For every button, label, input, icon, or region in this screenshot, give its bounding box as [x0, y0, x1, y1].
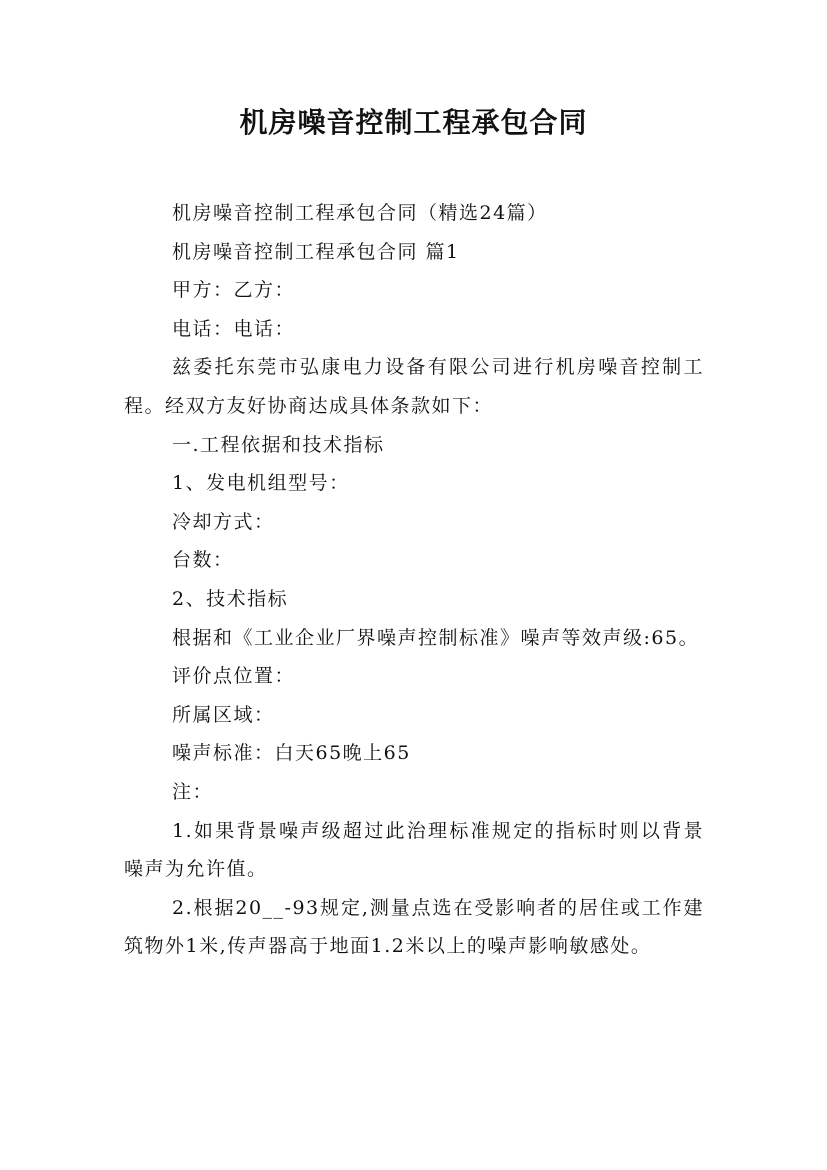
paragraph-entrustment: 兹委托东莞市弘康电力设备有限公司进行机房噪音控制工程。经双方友好协商达成具体条款如下：: [124, 356, 704, 417]
section-heading-basis: 一.工程依据和技术指标: [172, 433, 385, 456]
paragraph-standard-reference: 根据和《工业企业厂界噪声控制标准》噪声等效声级:65。: [172, 626, 700, 649]
paragraph-technical-indicators: 2、技术指标: [172, 587, 289, 610]
paragraph-note-label: 注：: [172, 780, 214, 803]
paragraph-selection-heading: 机房噪音控制工程承包合同（精选24篇）: [172, 202, 548, 224]
paragraph-unit-count: 台数：: [172, 549, 234, 572]
paragraph-note-2: 2.根据20__-93规定,测量点选在受影响者的居住或工作建筑物外1米,传声器高于地面1.2米以上的噪声影响敏感处。: [124, 896, 704, 958]
paragraph-parties: 甲方：乙方：: [172, 279, 296, 302]
paragraph-noise-standard: 噪声标准：白天65晚上65: [172, 742, 411, 765]
paragraph-evaluation-point: 评价点位置：: [172, 665, 296, 688]
paragraph-article-heading: 机房噪音控制工程承包合同 篇1: [172, 240, 460, 263]
paragraph-cooling-method: 冷却方式：: [172, 510, 275, 533]
paragraph-area: 所属区域：: [172, 703, 275, 726]
paragraph-phones: 电话：电话：: [172, 317, 296, 340]
document-title: 机房噪音控制工程承包合同: [239, 106, 588, 139]
document-body: [124, 194, 704, 966]
paragraph-note-1: 1.如果背景噪声级超过此治理标准规定的指标时则以背景噪声为允许值。: [124, 819, 704, 881]
paragraph-generator-model: 1、发电机组型号：: [172, 472, 350, 495]
